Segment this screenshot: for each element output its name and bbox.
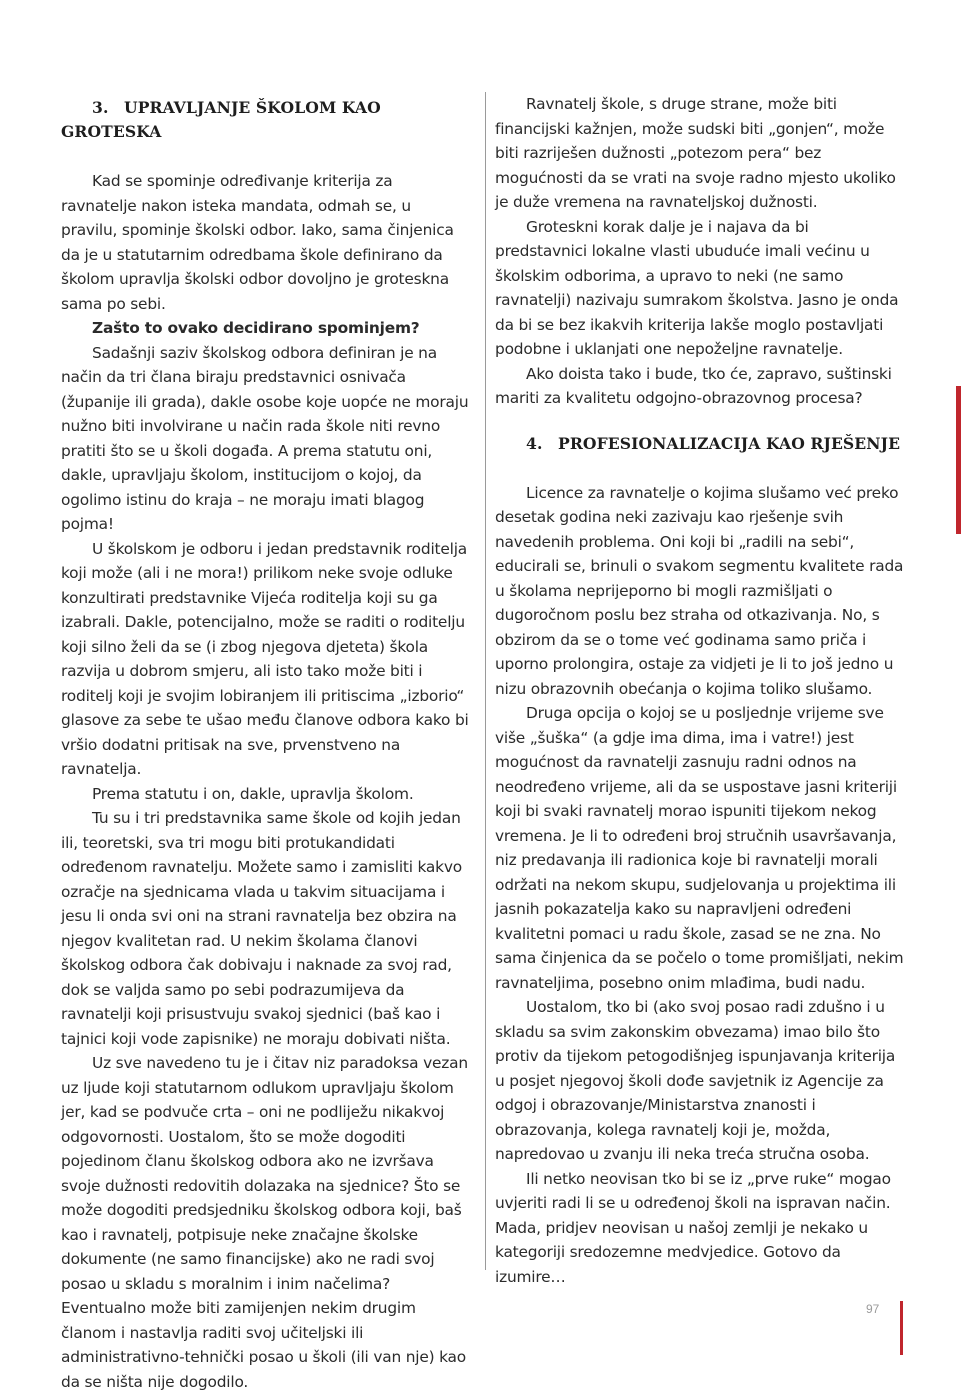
paragraph: Sadašnji saziv školskog odbora definiran je na način da tri člana biraju predstavnici osnivača (županije ili grada), dakle osobe koje uopće ne moraju nužno biti involvirane u način rada škole niti revno pratiti što se u školi događa. A prema statutu oni, dakle, upravljaju školom, institucijom o kojoj, da ogolimo istinu do kraja – ne moraju imati blagog pojma! — [61, 343, 469, 533]
paragraph: Ili netko neovisan tko bi se iz „prve ruke“ mogao uvjeriti radi li se u određenoj školi na ispravan način. Mada, pridjev neovisan u našoj zemlji je nekako u kategoriji sredozemne medvjedice. Gotovo da izumire… — [495, 1169, 891, 1286]
section-heading-4 — [495, 432, 905, 456]
paragraph: Groteskni korak dalje je i najava da bi predstavnici lokalne vlasti ubuduće imali većinu u školskim odborima, a upravo to neki (ne samo ravnatelji) nazivaju sumrakom školstva. Jasno je onda da bi se bez ikakvih kriterija lakše moglo postavljati podobne i uklanjati one nepoželjne ravnatelje. — [495, 217, 899, 358]
column-divider — [485, 92, 486, 1270]
footer-accent-bar — [900, 1301, 903, 1355]
paragraph: Uz sve navedeno tu je i čitav niz paradoksa vezan uz ljude koji statutarnom odlukom upravljaju školom jer, kad se podvuče crta – oni ne podliježu nikakvoj odgovornosti. Uostalom, što se može dogoditi pojedinom članu školskog odbora ako ne izvršava svoje dužnosti redovitih dolazaka na sjednice? Što se može dogoditi predsjedniku školskog odbora koji, baš kao i ravnatelj, potpisuje neke značajne školske dokumente (ne samo financijske) ako ne radi svoj posao u skladu s moralnim i inim načelima? Eventualno može biti zamijenjen nekim drugim članom i nastavlja raditi svoj učiteljski ili administrativno-tehnički posao u školi (ili van nje) kao da se ništa nije dogodilo. — [61, 1054, 468, 1391]
paragraph: Ako doista tako i bude, tko će, zapravo, suštinski mariti za kvalitetu odgojno-obrazovnog procesa? — [495, 364, 892, 407]
heading-number: 3. — [92, 98, 109, 117]
paragraph: U školskom je odboru i jedan predstavnik roditelja koji može (ali i ne mora!) prilikom neke svoje odluke konzultirati predstavnike Vijeća roditelja koji su ga izabrali. Dakle, potencijalno, može se raditi o roditelju koji silno želi da se (i zbog njegova djeteta) škola razvija u dobrom smjeru, ali isto tako može biti i roditelj koji je svojim lobiranjem ili pritiscima „izborio“ glasove za sebe te ušao među članove odbora kako bi vršio dodatni pritisak na sve, prvenstveno na ravnatelja. — [61, 539, 469, 778]
heading-text: PROFESIONALIZACIJA KAO RJEŠENJE — [558, 433, 901, 453]
bold-question: Zašto to ovako decidirano spominjem? — [92, 319, 420, 337]
paragraph: Tu su i tri predstavnika same škole od kojih jedan ili, teoretski, sva tri mogu biti protukandidati određenom ravnatelju. Možete samo i zamisliti kakvo ozračje na sjednicama vlada u takvim situacijama i jesu li onda svi oni na strani ravnatelja bez obzira na njegov kvalitetan rad. U nekim školama članovi školskog odbora čak dobivaju i naknade za svoj rad, dok se valjda samo po sebi podrazumijeva da ravnatelji koji prisustvuju svakoj sjednici (baš kao i tajnici koji vode zapisnike) ne moraju dobivati ništa. — [61, 809, 463, 1048]
section-heading-3 — [61, 96, 471, 144]
paragraph: Kad se spominje određivanje kriterija za ravnatelje nakon isteka mandata, odmah se, u pravilu, spominje školski odbor. Iako, sama činjenica da je u statutarnim odredbama škole definirano da školom upravlja školski odbor dovoljno je groteskna sama po sebi. — [61, 172, 454, 313]
paragraph: Druga opcija o kojoj se u posljednje vrijeme sve više „šuška“ (a gdje ima dima, ima i vatre!) jest mogućnost da ravnatelji zasnuju radni odnos na neodređeno vrijeme, ali da se uspostave jasni kriteriji koji bi svaki ravnatelj morao ispuniti tijekom nekog vremena. Je li to određeni broj stručnih usavršavanja, niz predavanja ili radionica koje bi ravnatelji morali održati na nekom skupu, sudjelovanja u projektima ili jasnih pokazatelja kako su napravljeni određeni kvalitetni pomaci u radu škole, zasad se ne zna. No sama činjenica da se počelo o tome promišljati, nekim ravnateljima, posebno onim mlađima, budi nadu. — [495, 704, 904, 992]
heading-text: UPRAVLJANJE ŠKOLOM KAO GROTESKA — [61, 98, 381, 141]
side-accent-bar — [956, 386, 961, 534]
paragraph: Uostalom, tko bi (ako svoj posao radi zdušno i u skladu sa svim zakonskim obvezama) imao bilo što protiv da tijekom petogodišnjeg ispunjavanja kriterija u posjet njegovoj školi dođe savjetnik iz Agencije za odgoj i obrazovanje/Ministarstva znanosti i obrazovanja, kolega ravnatelj koji je, možda, napredovao u zvanju ili neka treća stručna osoba. — [495, 998, 896, 1163]
paragraph: Licence za ravnatelje o kojima slušamo već preko desetak godina neki zazivaju kao rješenje svih navedenih problema. Oni koji bi „radili na sebi“, educirali se, brinuli o svakom segmentu kvalitete rada u školama neprijeporno bi mogli razmišljati o dugoročnom poslu bez straha od otkazivanja. No, s obzirom da se o tome već godinama samo priča i uporno prolongira, ostaje za vidjeti je li to još jedno u nizu obrazovnih obećanja o kojima toliko slušamo. — [495, 483, 904, 698]
paragraph: Prema statutu i on, dakle, upravlja školom. — [92, 784, 414, 803]
left-column — [61, 92, 471, 1394]
page-number: 97 — [866, 1302, 880, 1316]
heading-number: 4. — [526, 433, 543, 453]
paragraph: Ravnatelj škole, s druge strane, može biti financijski kažnjen, može sudski biti „gonjen“, može biti razriješen dužnosti „potezom pera“ bez mogućnosti da se vrati na svoje radno mjesto ukoliko je duže vremena na ravnateljskoj dužnosti. — [495, 95, 896, 211]
right-column — [495, 92, 905, 1289]
